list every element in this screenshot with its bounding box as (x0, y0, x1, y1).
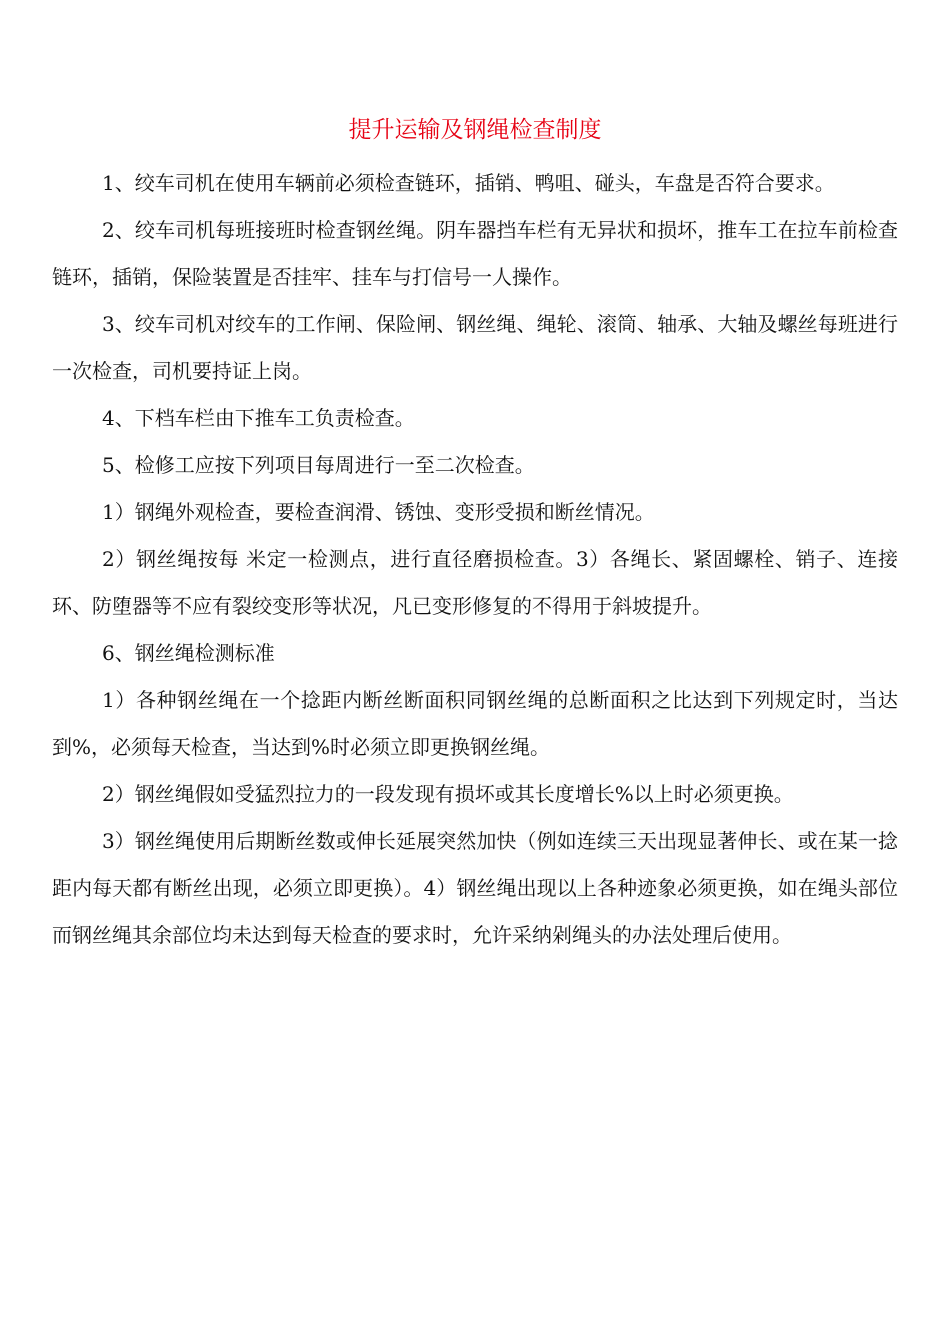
paragraph: 2、绞车司机每班接班时检查钢丝绳。阴车器挡车栏有无异状和损坏，推车工在拉车前检查链环，插销，保险装置是否挂牢、挂车与打信号一人操作。 (52, 218, 898, 289)
paragraph: 1）钢绳外观检查，要检查润滑、锈蚀、变形受损和断丝情况。 (102, 500, 655, 524)
paragraph: 6、钢丝绳检测标准 (102, 641, 275, 665)
paragraph: 1、绞车司机在使用车辆前必须检查链环，插销、鸭咀、碰头，车盘是否符合要求。 (102, 171, 835, 195)
document-page (52, 112, 898, 959)
document-body (52, 160, 898, 959)
paragraph: 5、检修工应按下列项目每周进行一至二次检查。 (102, 453, 535, 477)
paragraph: 4、下档车栏由下推车工负责检查。 (102, 406, 415, 430)
paragraph: 3）钢丝绳使用后期断丝数或伸长延展突然加快（例如连续三天出现显著伸长、或在某一捻距内每天都有断丝出现，必须立即更换）。4）钢丝绳出现以上各种迹象必须更换，如在绳头部位而钢丝绳其余部位均未达到每天检查的要求时，允许采纳剁绳头的办法处理后使用。 (52, 829, 898, 947)
paragraph: 2）钢丝绳假如受猛烈拉力的一段发现有损坏或其长度增长%以上时必须更换。 (102, 782, 794, 806)
paragraph: 3、绞车司机对绞车的工作闸、保险闸、钢丝绳、绳轮、滚筒、轴承、大轴及螺丝每班进行一次检查，司机要持证上岗。 (52, 312, 898, 383)
document-title: 提升运输及钢绳检查制度 (348, 117, 602, 143)
paragraph: 1）各种钢丝绳在一个捻距内断丝断面积同钢丝绳的总断面积之比达到下列规定时，当达到%，必须每天检查，当达到%时必须立即更换钢丝绳。 (52, 688, 898, 759)
paragraph: 2）钢丝绳按每 米定一检测点，进行直径磨损检查。3）各绳长、紧固螺栓、销子、连接环、防堕器等不应有裂绞变形等状况，凡已变形修复的不得用于斜坡提升。 (52, 547, 898, 618)
